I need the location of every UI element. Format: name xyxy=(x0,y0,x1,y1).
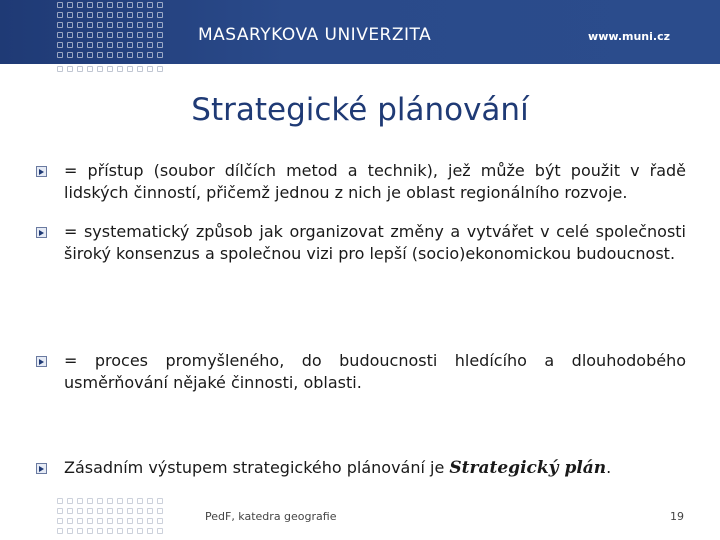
decor-square xyxy=(107,32,113,38)
decor-square xyxy=(117,508,123,514)
decor-square xyxy=(117,528,123,534)
bullet-arrow-icon xyxy=(36,227,47,238)
decor-square xyxy=(157,32,163,38)
decor-square xyxy=(117,498,123,504)
bullet-text-lead: Zásadním výstupem strategického plánování je xyxy=(64,458,450,477)
decor-square xyxy=(87,52,93,58)
decor-square xyxy=(87,66,93,72)
decor-square xyxy=(157,2,163,8)
decor-square xyxy=(77,66,83,72)
decor-square xyxy=(77,42,83,48)
decor-square xyxy=(67,52,73,58)
decor-square xyxy=(57,42,63,48)
decor-square xyxy=(87,32,93,38)
slide-title: Strategické plánování xyxy=(191,92,529,128)
decor-square xyxy=(97,508,103,514)
decor-square xyxy=(107,498,113,504)
decor-square xyxy=(67,66,73,72)
decor-square xyxy=(157,42,163,48)
decor-square xyxy=(137,12,143,18)
decor-square xyxy=(77,12,83,18)
decor-square xyxy=(67,12,73,18)
decor-square xyxy=(137,2,143,8)
decor-square xyxy=(147,508,153,514)
decor-square xyxy=(87,518,93,524)
decor-square xyxy=(137,22,143,28)
decor-square xyxy=(77,528,83,534)
decor-square xyxy=(127,22,133,28)
header-dot-pattern-lower xyxy=(55,64,170,80)
decor-square xyxy=(97,22,103,28)
decor-square xyxy=(67,22,73,28)
decor-square xyxy=(147,498,153,504)
decor-square xyxy=(57,32,63,38)
decor-square xyxy=(137,508,143,514)
bullet-item xyxy=(36,457,686,479)
decor-square xyxy=(147,2,153,8)
decor-square xyxy=(147,32,153,38)
decor-square xyxy=(117,32,123,38)
decor-square xyxy=(157,12,163,18)
decor-square xyxy=(77,22,83,28)
decor-square xyxy=(147,518,153,524)
decor-square xyxy=(77,2,83,8)
decor-square xyxy=(157,518,163,524)
institution-name: MASARYKOVA UNIVERZITA xyxy=(198,25,432,45)
decor-square xyxy=(137,32,143,38)
decor-square xyxy=(157,22,163,28)
decor-square xyxy=(137,42,143,48)
decor-square xyxy=(87,528,93,534)
decor-square xyxy=(87,2,93,8)
decor-square xyxy=(87,22,93,28)
decor-square xyxy=(127,498,133,504)
decor-square xyxy=(107,66,113,72)
decor-square xyxy=(57,508,63,514)
bullet-item xyxy=(36,350,686,394)
bullet-text: = proces promyšleného, do budoucnosti hledícího a dlouhodobého usměrňování nějaké činnosti, oblasti. xyxy=(64,351,686,392)
decor-square xyxy=(107,12,113,18)
bullet-item xyxy=(36,221,686,265)
decor-square xyxy=(147,12,153,18)
decor-square xyxy=(67,508,73,514)
decor-square xyxy=(67,528,73,534)
decor-square xyxy=(127,52,133,58)
decor-square xyxy=(107,52,113,58)
decor-square xyxy=(87,42,93,48)
bullet-arrow-icon xyxy=(36,166,47,177)
decor-square xyxy=(127,2,133,8)
university-url: www.muni.cz xyxy=(588,30,670,43)
decor-square xyxy=(87,12,93,18)
decor-square xyxy=(67,518,73,524)
header-band xyxy=(0,0,720,64)
decor-square xyxy=(57,498,63,504)
decor-square xyxy=(67,42,73,48)
decor-square xyxy=(127,12,133,18)
decor-square xyxy=(107,508,113,514)
decor-square xyxy=(107,22,113,28)
decor-square xyxy=(107,42,113,48)
decor-square xyxy=(57,528,63,534)
decor-square xyxy=(107,528,113,534)
decor-square xyxy=(157,52,163,58)
decor-square xyxy=(97,66,103,72)
decor-square xyxy=(97,12,103,18)
decor-square xyxy=(127,32,133,38)
decor-square xyxy=(57,66,63,72)
decor-square xyxy=(97,2,103,8)
decor-square xyxy=(157,66,163,72)
footer-dot-pattern xyxy=(55,496,170,540)
bullet-item xyxy=(36,160,686,204)
decor-square xyxy=(67,2,73,8)
decor-square xyxy=(117,518,123,524)
decor-square xyxy=(97,498,103,504)
decor-square xyxy=(107,518,113,524)
decor-square xyxy=(57,518,63,524)
decor-square xyxy=(67,498,73,504)
decor-square xyxy=(107,2,113,8)
bullet-text: = přístup (soubor dílčích metod a technik), jež může být použit v řadě lidských činností, přičemž jednou z nich je oblast regionálního rozvoje. xyxy=(64,161,686,202)
decor-square xyxy=(117,12,123,18)
decor-square xyxy=(117,22,123,28)
decor-square xyxy=(97,42,103,48)
page-number: 19 xyxy=(670,510,684,523)
decor-square xyxy=(147,528,153,534)
bullet-text-tail: . xyxy=(606,458,612,477)
decor-square xyxy=(157,498,163,504)
decor-square xyxy=(77,52,83,58)
decor-square xyxy=(87,508,93,514)
decor-square xyxy=(77,508,83,514)
decor-square xyxy=(77,32,83,38)
decor-square xyxy=(147,66,153,72)
decor-square xyxy=(127,508,133,514)
bullet-text: = systematický způsob jak organizovat změny a vytvářet v celé společnosti široký konsenzus a společnou vizi pro lepší (socio)ekonomickou budoucnost. xyxy=(64,222,686,263)
decor-square xyxy=(117,42,123,48)
bullet-arrow-icon xyxy=(36,463,47,474)
decor-square xyxy=(147,42,153,48)
decor-square xyxy=(67,32,73,38)
decor-square xyxy=(57,2,63,8)
decor-square xyxy=(87,498,93,504)
decor-square xyxy=(57,52,63,58)
decor-square xyxy=(127,528,133,534)
decor-square xyxy=(137,498,143,504)
decor-square xyxy=(137,66,143,72)
decor-square xyxy=(137,528,143,534)
decor-square xyxy=(117,66,123,72)
decor-square xyxy=(117,52,123,58)
decor-square xyxy=(157,528,163,534)
decor-square xyxy=(97,52,103,58)
decor-square xyxy=(97,32,103,38)
decor-square xyxy=(127,42,133,48)
decor-square xyxy=(147,22,153,28)
decor-square xyxy=(77,498,83,504)
bullet-arrow-icon xyxy=(36,356,47,367)
decor-square xyxy=(157,508,163,514)
decor-square xyxy=(57,22,63,28)
decor-square xyxy=(117,2,123,8)
footer-text: PedF, katedra geografie xyxy=(205,510,337,523)
decor-square xyxy=(137,518,143,524)
decor-square xyxy=(97,528,103,534)
decor-square xyxy=(127,518,133,524)
decor-square xyxy=(77,518,83,524)
decor-square xyxy=(137,52,143,58)
decor-square xyxy=(57,12,63,18)
decor-square xyxy=(147,52,153,58)
bullet-text xyxy=(64,457,686,479)
decor-square xyxy=(127,66,133,72)
decor-square xyxy=(97,518,103,524)
bullet-emphasis: Strategický plán xyxy=(449,458,607,478)
